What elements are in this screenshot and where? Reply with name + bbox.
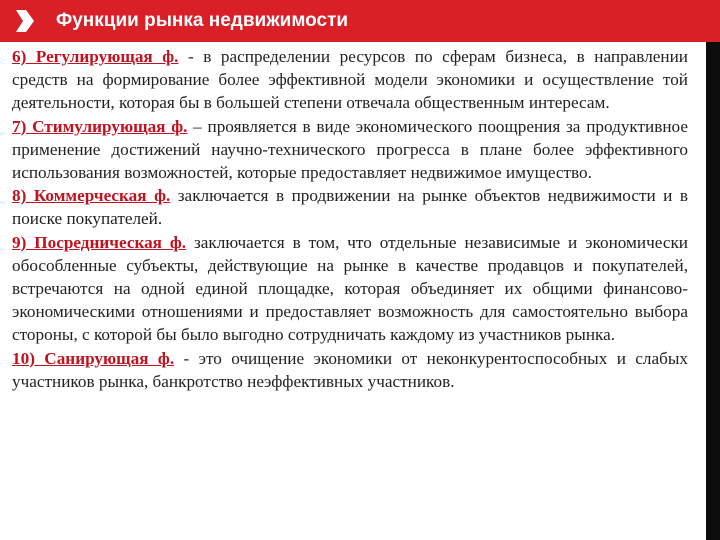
function-item: [12, 45, 688, 115]
function-text: – проявляется в виде экономического поощрения за продуктивное применение достижений научно-технического прогресса в плане более эффективного использования возможностей, которые предоставляет недвижимое имущество.: [12, 116, 688, 183]
function-label: 7) Стимулирующая ф.: [12, 116, 188, 136]
function-text: - это очищение экономики от неконкурентоспособных и слабых участников рынка, банкротство неэффективных участников.: [12, 348, 688, 391]
function-text: заключается в том, что отдельные независимые и экономически обособленные субъекты, действующие на рынке в качестве продавцов и покупателей, встречаются на одной единой площадке, которая объединяет их общими финансово-экономическими отношениями и предоставляет возможность для самостоятельно выбора стороны, с которой бы было выгодно сотрудничать каждому из участников рынка.: [12, 232, 688, 345]
page-title: Функции рынка недвижимости: [56, 10, 349, 31]
function-text: заключается в продвижении на рынке объектов недвижимости и в поиске покупателей.: [12, 186, 688, 229]
side-strip: [706, 42, 720, 540]
function-label: 6) Регулирующая ф.: [12, 47, 179, 66]
function-item: [12, 115, 688, 185]
functions-list: [12, 45, 688, 393]
function-item: [12, 231, 688, 347]
function-text: - в распределении ресурсов по сферам бизнеса, в направлении средств на формирование более эффективной модели экономики и осуществление той деятельности, которая бы в большей степени отвечала общественным интересам.: [12, 47, 688, 113]
title-bar: [0, 0, 720, 42]
function-item: [12, 184, 688, 230]
function-label: 8) Коммерческая ф.: [12, 186, 171, 206]
function-label: 10) Санирующая ф.: [12, 348, 175, 368]
chevron-right-icon: [12, 9, 36, 33]
function-item: [12, 347, 688, 393]
function-label: 9) Посредническая ф.: [12, 232, 187, 252]
